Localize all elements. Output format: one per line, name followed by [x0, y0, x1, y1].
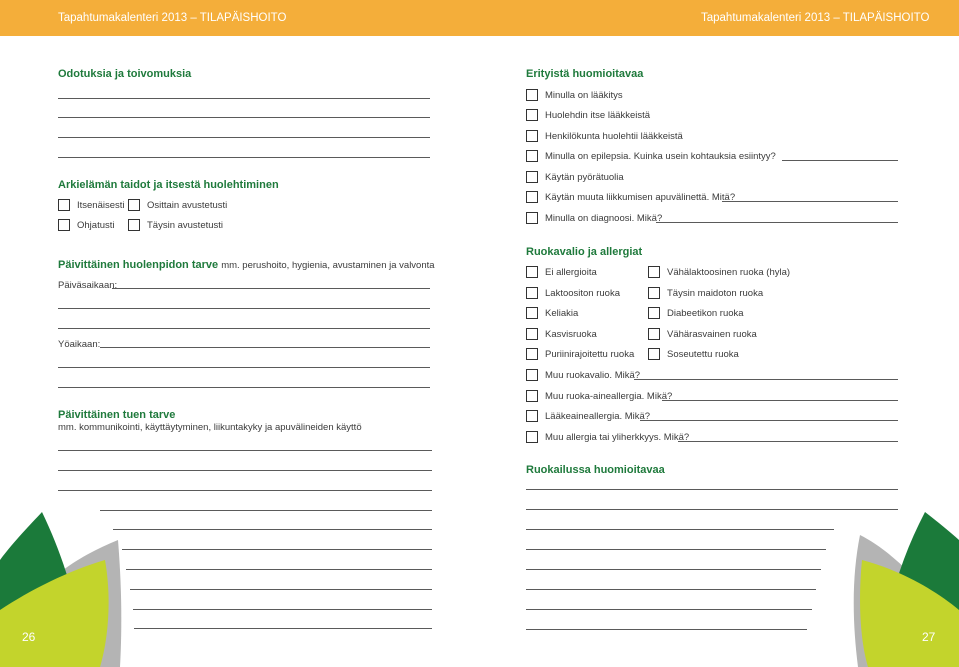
- support-line-3[interactable]: [58, 490, 432, 491]
- diet-checkbox-other-food-allergy[interactable]: [526, 390, 538, 402]
- diet-other-label: Muu ruokavalio. Mikä?: [545, 370, 641, 381]
- special-item-label: Huolehdin itse lääkkeistä: [545, 110, 651, 121]
- mobility-aid-line[interactable]: [722, 201, 898, 202]
- night-line-3[interactable]: [58, 387, 430, 388]
- support-line-2[interactable]: [58, 470, 432, 471]
- meals-line-1[interactable]: [526, 489, 898, 490]
- diet-checkbox-low-lactose[interactable]: [648, 266, 660, 278]
- special-checkbox-epilepsy[interactable]: [526, 150, 538, 162]
- header-bar: [0, 0, 959, 36]
- skills-option-label: Itsenäisesti: [77, 200, 125, 211]
- skills-checkbox-independent[interactable]: [58, 199, 70, 211]
- other-diet-line[interactable]: [634, 379, 898, 380]
- special-checkbox-mobility-aid[interactable]: [526, 191, 538, 203]
- meals-line-3[interactable]: [526, 529, 834, 530]
- header-right-section: TILAPÄISHOITO: [842, 12, 930, 24]
- skills-heading: Arkielämän taidot ja itsestä huolehtiminen: [58, 179, 279, 191]
- diet-heading: Ruokavalio ja allergiat: [526, 246, 643, 258]
- diet-option-label: Vähälaktoosinen ruoka (hyla): [667, 267, 791, 278]
- support-line-5[interactable]: [113, 529, 432, 530]
- diet-option-label: Soseutettu ruoka: [667, 349, 739, 360]
- support-heading: Päivittäinen tuen tarve: [58, 409, 176, 421]
- meals-line-7[interactable]: [526, 609, 812, 610]
- drug-allergy-line[interactable]: [640, 420, 898, 421]
- expectations-heading: Odotuksia ja toivomuksia: [58, 68, 192, 80]
- diet-checkbox-pureed[interactable]: [648, 348, 660, 360]
- diet-option-label: Laktoositon ruoka: [545, 288, 620, 299]
- diet-option-label: Kasvisruoka: [545, 329, 597, 340]
- diet-checkbox-low-fat[interactable]: [648, 328, 660, 340]
- special-item-label: Minulla on lääkitys: [545, 90, 623, 101]
- header-left-section: TILAPÄISHOITO: [199, 12, 287, 24]
- daily-care-heading: [58, 259, 435, 271]
- diet-option-label: Täysin maidoton ruoka: [667, 288, 764, 299]
- skills-option-label: Täysin avustetusti: [147, 220, 224, 231]
- day-line[interactable]: [112, 288, 430, 289]
- diet-checkbox-other-allergy[interactable]: [526, 431, 538, 443]
- diet-checkbox-lactose-free[interactable]: [526, 287, 538, 299]
- diet-option-label: Keliakia: [545, 308, 579, 319]
- support-line-1[interactable]: [58, 450, 432, 451]
- diet-option-label: Ei allergioita: [545, 267, 597, 278]
- meals-line-5[interactable]: [526, 569, 821, 570]
- special-item-label: Henkilökunta huolehtii lääkkeistä: [545, 131, 683, 142]
- support-line-10[interactable]: [134, 628, 432, 629]
- support-line-9[interactable]: [133, 609, 432, 610]
- expectations-line-4[interactable]: [58, 157, 430, 158]
- diet-other-label: Lääkeaineallergia. Mikä?: [545, 411, 651, 422]
- header-right: [701, 12, 929, 24]
- support-line-7[interactable]: [126, 569, 432, 570]
- diet-option-label: Vähärasvainen ruoka: [667, 329, 757, 340]
- special-checkbox-self-medication[interactable]: [526, 109, 538, 121]
- diet-other-label: Muu ruoka-aineallergia. Mikä?: [545, 391, 673, 402]
- header-left: [58, 12, 286, 24]
- diet-option-label: Puriinirajoitettu ruoka: [545, 349, 635, 360]
- diet-option-label: Diabeetikon ruoka: [667, 308, 744, 319]
- meals-line-4[interactable]: [526, 549, 826, 550]
- support-line-8[interactable]: [130, 589, 432, 590]
- support-subheading: mm. kommunikointi, käyttäytyminen, liikuntakyky ja apuvälineiden käyttö: [58, 422, 362, 433]
- night-label: Yöaikaan:: [58, 339, 101, 350]
- night-line-2[interactable]: [58, 367, 430, 368]
- skills-option-label: Osittain avustetusti: [147, 200, 228, 211]
- header-left-dash: –: [187, 12, 200, 24]
- other-allergy-line[interactable]: [678, 441, 898, 442]
- support-line-4[interactable]: [100, 510, 432, 511]
- skills-checkbox-guided[interactable]: [58, 219, 70, 231]
- skills-checkbox-fully-assisted[interactable]: [128, 219, 140, 231]
- special-checkbox-wheelchair[interactable]: [526, 171, 538, 183]
- diet-checkbox-celiac[interactable]: [526, 307, 538, 319]
- meals-heading: Ruokailussa huomioitavaa: [526, 464, 665, 476]
- diet-other-label: Muu allergia tai yliherkkyys. Mikä?: [545, 432, 690, 443]
- diet-checkbox-no-allergies[interactable]: [526, 266, 538, 278]
- day-label: Päiväsaikaan:: [58, 280, 118, 291]
- special-item-label: Käytän muuta liikkumisen apuvälinettä. Mitä?: [545, 192, 736, 203]
- daily-care-subheading: mm. perushoito, hygienia, avustaminen ja valvonta: [221, 260, 435, 271]
- daily-care-heading-text: Päivittäinen huolenpidon tarve: [58, 259, 219, 271]
- day-line-2[interactable]: [58, 308, 430, 309]
- diet-checkbox-other-diet[interactable]: [526, 369, 538, 381]
- expectations-line-3[interactable]: [58, 137, 430, 138]
- expectations-line-1[interactable]: [58, 98, 430, 99]
- special-item-label: Käytän pyörätuolia: [545, 172, 624, 183]
- diet-checkbox-drug-allergy[interactable]: [526, 410, 538, 422]
- header-right-title: Tapahtumakalenteri 2013: [701, 12, 831, 24]
- food-allergy-line[interactable]: [662, 400, 898, 401]
- special-item-label: Minulla on epilepsia. Kuinka usein kohtauksia esiintyy?: [545, 151, 776, 162]
- meals-line-8[interactable]: [526, 629, 807, 630]
- diet-checkbox-vegetarian[interactable]: [526, 328, 538, 340]
- left-page-number: 26: [22, 630, 36, 644]
- skills-option-label: Ohjatusti: [77, 220, 115, 231]
- meals-line-6[interactable]: [526, 589, 816, 590]
- skills-checkbox-partly-assisted[interactable]: [128, 199, 140, 211]
- meals-line-2[interactable]: [526, 509, 898, 510]
- diet-checkbox-dairy-free[interactable]: [648, 287, 660, 299]
- diet-checkbox-purine-restricted[interactable]: [526, 348, 538, 360]
- diagnosis-line[interactable]: [656, 222, 898, 223]
- header-right-dash: –: [830, 12, 843, 24]
- support-line-6[interactable]: [122, 549, 432, 550]
- day-line-3[interactable]: [58, 328, 430, 329]
- night-line[interactable]: [100, 347, 430, 348]
- special-item-label: Minulla on diagnoosi. Mikä?: [545, 213, 663, 224]
- diet-checkbox-diabetic[interactable]: [648, 307, 660, 319]
- special-checkbox-diagnosis[interactable]: [526, 212, 538, 224]
- header-left-title: Tapahtumakalenteri 2013: [58, 12, 188, 24]
- special-checkbox-staff-medication[interactable]: [526, 130, 538, 142]
- expectations-line-2[interactable]: [58, 117, 430, 118]
- epilepsy-line[interactable]: [782, 160, 898, 161]
- right-page-number: 27: [922, 630, 936, 644]
- special-checkbox-medication[interactable]: [526, 89, 538, 101]
- special-heading: Erityistä huomioitavaa: [526, 68, 644, 80]
